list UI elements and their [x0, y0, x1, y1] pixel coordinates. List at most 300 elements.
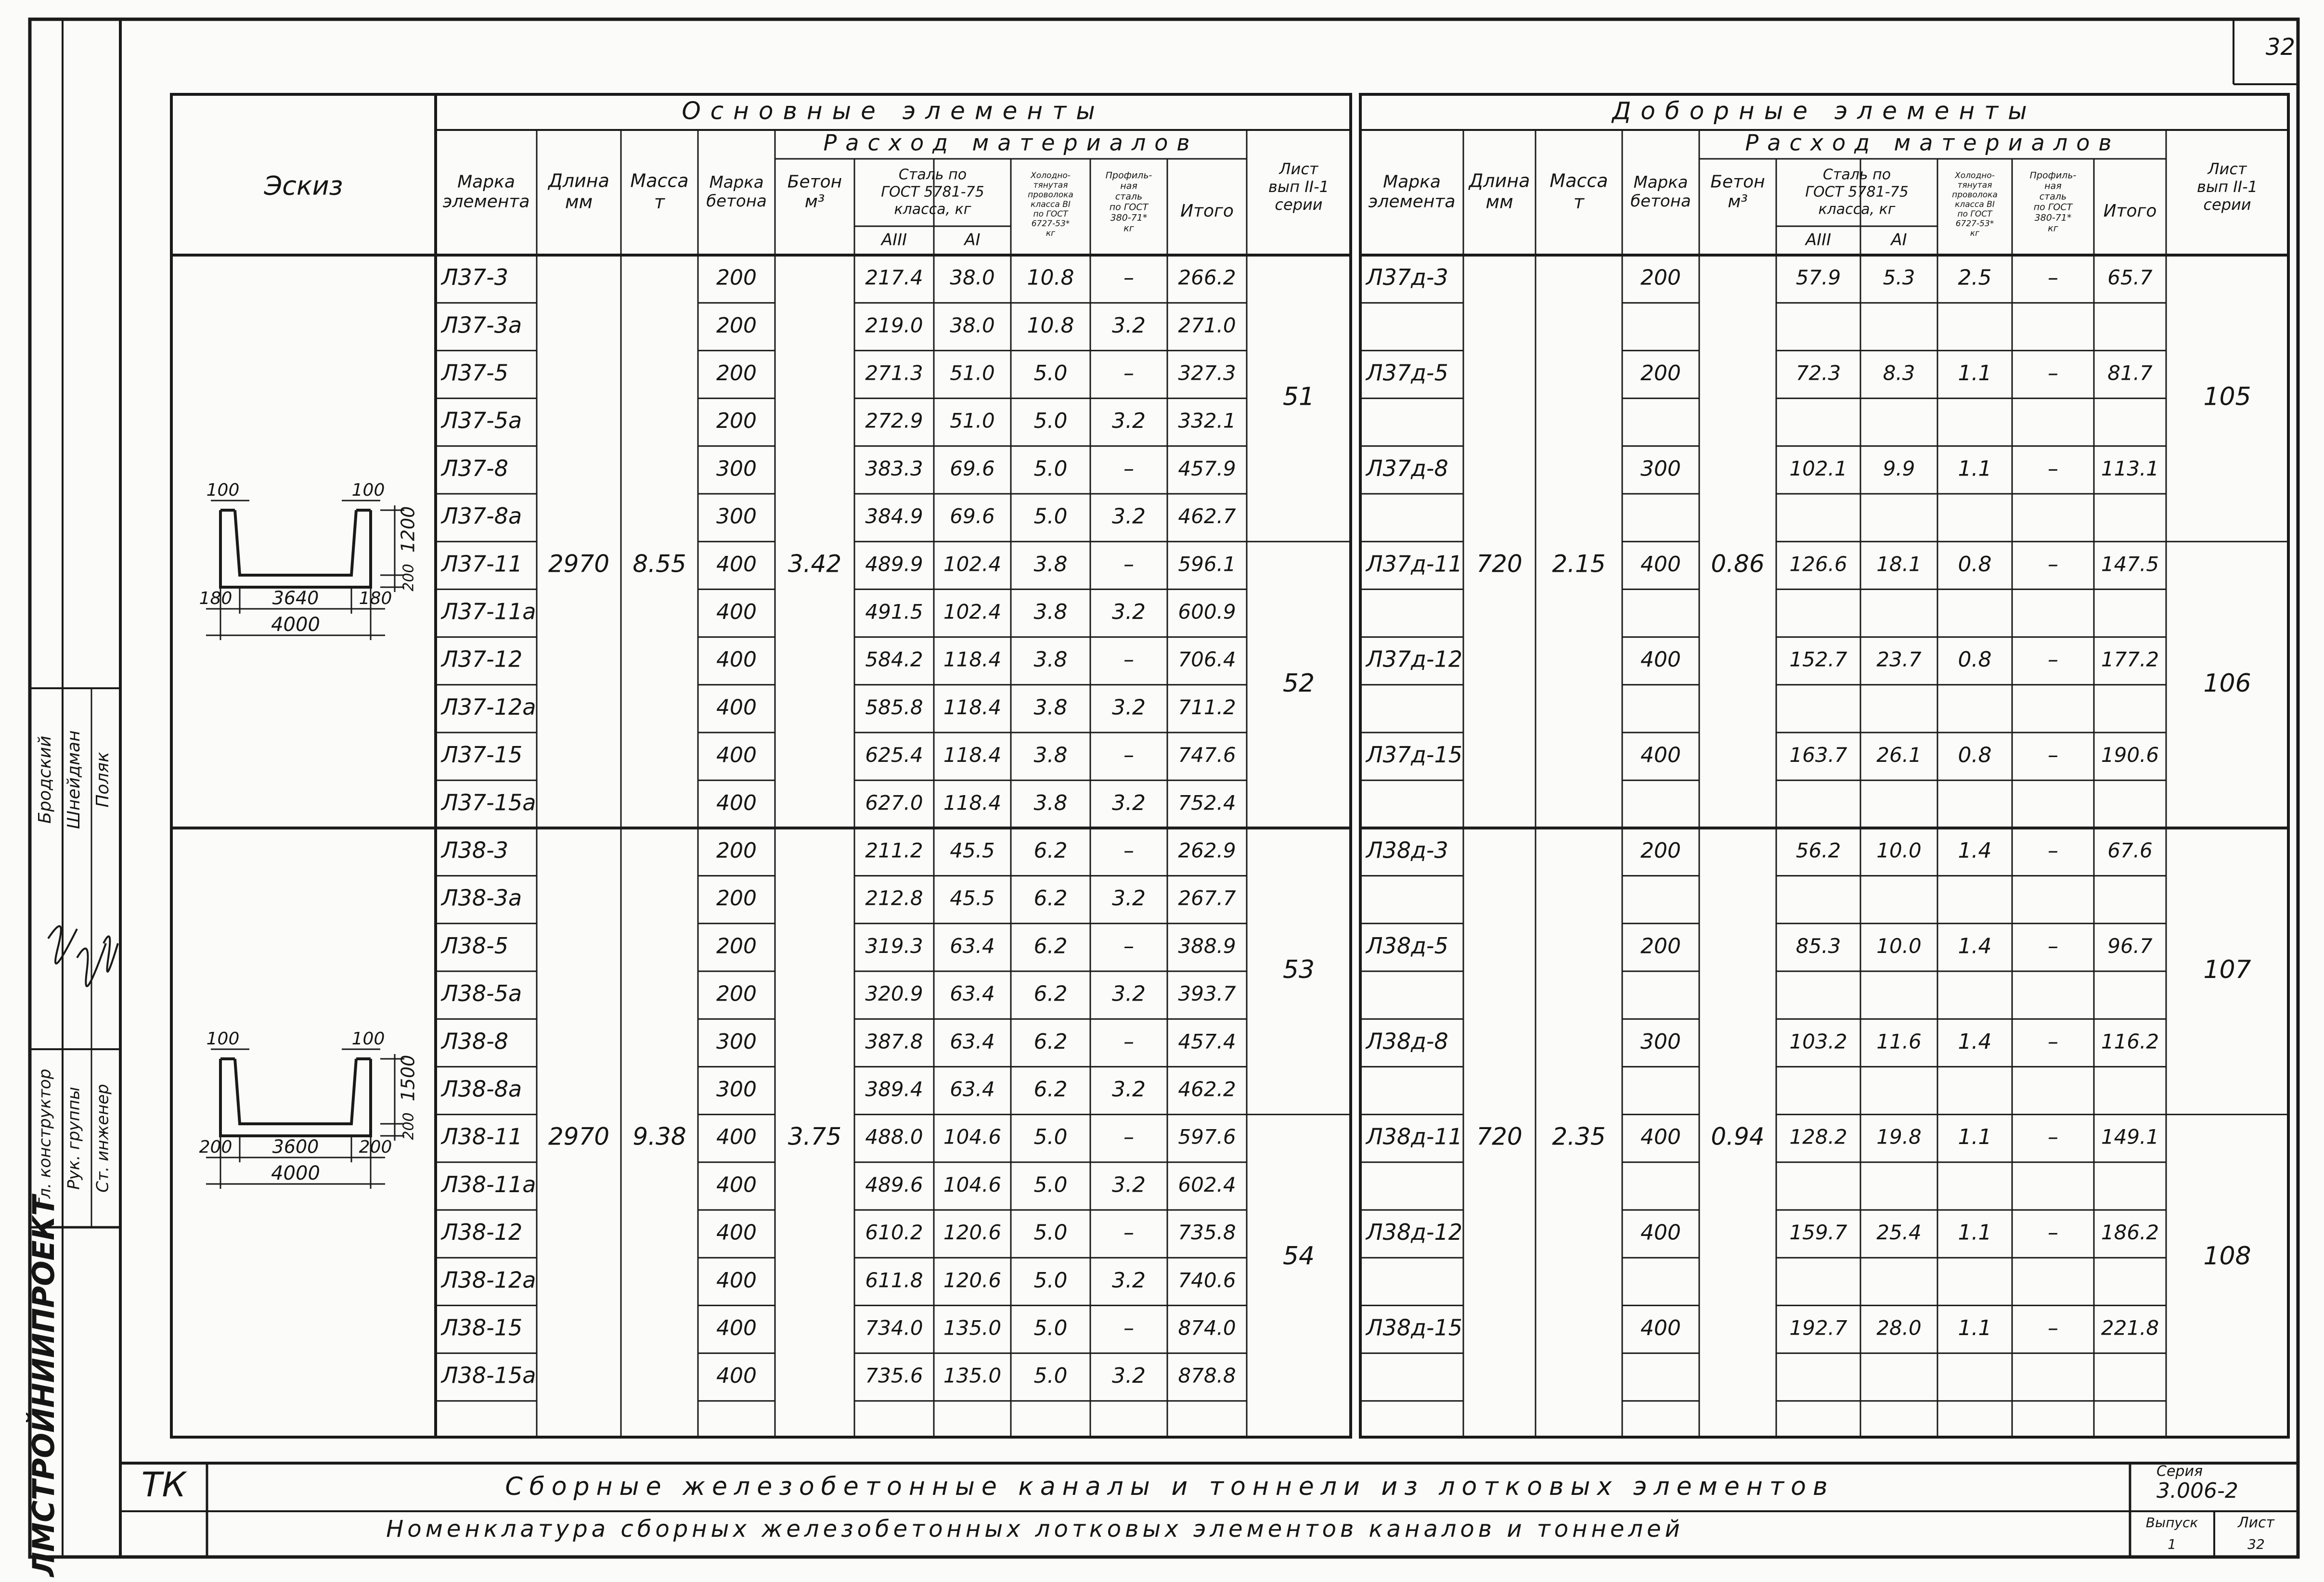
total-value: 190.6 [2101, 743, 2159, 767]
dim-side-right: 200 [359, 1137, 392, 1157]
total-value: 597.6 [1178, 1125, 1236, 1149]
wire-header: по ГОСТ [1957, 209, 1992, 219]
steel-header: Сталь по [1822, 166, 1891, 183]
total-value: 711.2 [1178, 695, 1236, 719]
steel-a3-value: 102.1 [1789, 456, 1847, 480]
dim-top-right: 100 [351, 1029, 385, 1049]
materials-header: Расход материалов [823, 129, 1199, 156]
sheet-number-block: 32 [2247, 1536, 2265, 1552]
steel-a3-value: 491.5 [865, 600, 923, 624]
sheet-number: 51 [1282, 382, 1315, 412]
steel-a1-value: 120.6 [943, 1268, 1002, 1292]
steel-a3-value: 85.3 [1795, 934, 1841, 958]
concrete-grade: 200 [1640, 838, 1681, 863]
concrete-grade: 400 [1640, 647, 1681, 672]
steel-a3-value: 584.2 [865, 647, 923, 671]
concrete-volume-header: м³ [1728, 192, 1748, 212]
concrete-grade: 400 [716, 1125, 757, 1150]
concrete-grade: 300 [716, 1077, 757, 1102]
wire-header: кг [1046, 229, 1056, 238]
steel-header: ГОСТ 5781-75 [881, 183, 984, 201]
length-value: 2970 [548, 550, 610, 578]
profile-steel-value: – [2048, 265, 2058, 290]
steel-a1-value: 10.0 [1876, 934, 1922, 958]
wire-header: тянутая [1957, 180, 1992, 190]
profile-steel-value: 3.2 [1112, 1172, 1146, 1197]
channel-profile [220, 510, 371, 587]
concrete-grade: 300 [1640, 1029, 1681, 1054]
wire-value: 3.8 [1033, 790, 1068, 815]
profile-steel-value: 3.2 [1112, 981, 1146, 1006]
steel-a3-value: 488.0 [865, 1125, 923, 1149]
concrete-volume-header: м³ [804, 192, 825, 212]
sheet-number: 108 [2203, 1242, 2251, 1271]
sheet-number: 53 [1282, 955, 1315, 984]
element-mark: Л37-11 [441, 551, 523, 577]
dim-side-left: 180 [199, 589, 232, 608]
steel-a1-value: 118.4 [943, 647, 1002, 671]
dim-side-right: 180 [359, 589, 392, 608]
concrete-grade: 400 [716, 790, 757, 815]
steel-a3-value: 217.4 [865, 266, 923, 290]
element-mark: Л38-15а [441, 1362, 536, 1389]
concrete-grade: 400 [716, 1172, 757, 1197]
profile-steel-value: – [1123, 1125, 1134, 1150]
steel-a3-value: 271.3 [865, 361, 923, 385]
wire-header: Холодно- [1031, 171, 1071, 180]
element-mark: Л38-11 [441, 1123, 523, 1150]
series-number: 3.006-2 [2156, 1479, 2238, 1503]
signature-role: Ст. инженер [93, 1084, 113, 1193]
total-value: 457.4 [1178, 1029, 1236, 1054]
steel-a3-value: 56.2 [1795, 838, 1841, 862]
length-header: Длина [548, 170, 609, 192]
profile-steel-value: 3.2 [1112, 409, 1146, 434]
concrete-grade: 400 [716, 1316, 757, 1340]
profile-steel-value: 3.2 [1112, 1077, 1146, 1102]
steel-a1-value: 118.4 [943, 743, 1002, 767]
profile-steel-value: – [2048, 647, 2058, 672]
profile-steel-value: – [2048, 552, 2058, 577]
profile-steel-value: 3.2 [1112, 313, 1146, 338]
steel-a1-value: 104.6 [943, 1125, 1002, 1149]
profile-steel-value: – [1123, 934, 1134, 959]
sheet-label: Лист [2237, 1514, 2275, 1531]
steel-a1-value: 63.4 [950, 1029, 995, 1054]
total-value: 602.4 [1178, 1172, 1236, 1196]
element-mark: Л37-3а [441, 312, 522, 338]
steel-a3-value: 489.9 [865, 552, 923, 576]
sheet-number: 52 [1282, 669, 1315, 698]
profile-steel-value: – [1123, 838, 1134, 863]
total-value: 462.2 [1178, 1077, 1236, 1101]
profile-steel-value: 3.2 [1112, 1363, 1146, 1389]
profile-steel-value: – [1123, 265, 1134, 290]
series-label: Серия [2156, 1463, 2203, 1480]
steel-a3-value: 72.3 [1795, 361, 1841, 385]
steel-a3-value: 211.2 [865, 838, 923, 862]
wire-header: 6727-53* [1031, 219, 1070, 229]
concrete-grade: 200 [716, 886, 757, 911]
element-mark: Л38-11а [441, 1171, 536, 1197]
total-header: Итого [2103, 201, 2157, 221]
dim-inner-width: 3640 [272, 587, 319, 609]
organization-name: ЛМСТРОЙНИИПРОЕКТ [26, 1195, 62, 1577]
mark-element-header: Марка [1383, 172, 1441, 192]
element-mark: Л38д-5 [1366, 932, 1448, 959]
sheet-number: 54 [1282, 1242, 1315, 1271]
element-mark: Л37д-8 [1366, 455, 1448, 481]
sheet-number: 107 [2203, 955, 2251, 984]
concrete-volume-value: 0.94 [1711, 1122, 1765, 1151]
wire-header: Холодно- [1955, 171, 1995, 180]
wire-header: 6727-53* [1955, 219, 1994, 229]
concrete-grade-header: бетона [706, 192, 767, 211]
wire-value: 5.0 [1033, 504, 1068, 529]
profile-steel-value: – [2048, 361, 2058, 386]
wire-header: проволока [1028, 190, 1073, 200]
steel-a1-value: 5.3 [1883, 266, 1915, 290]
wire-value: 3.8 [1033, 600, 1068, 624]
steel-a1-value: 18.1 [1876, 552, 1922, 576]
wire-value: 3.8 [1033, 743, 1068, 768]
element-mark: Л37д-12 [1366, 646, 1463, 672]
concrete-grade: 400 [1640, 1316, 1681, 1340]
total-value: 735.8 [1178, 1221, 1236, 1245]
profile-steel-header: 380-71* [1110, 212, 1148, 223]
sheet-series-header: Лист [2208, 160, 2247, 179]
element-mark: Л37д-15 [1366, 742, 1463, 768]
wire-header: проволока [1952, 190, 1998, 200]
steel-a3-value: 103.2 [1789, 1029, 1847, 1054]
element-mark: Л37-5 [441, 360, 508, 386]
wire-value: 10.8 [1027, 313, 1074, 338]
handwritten-signatures [48, 926, 118, 986]
total-value: 752.4 [1178, 791, 1236, 815]
concrete-grade: 400 [1640, 1220, 1681, 1245]
total-value: 327.3 [1178, 361, 1236, 385]
dim-top-left: 100 [206, 1029, 240, 1049]
concrete-grade: 400 [716, 552, 757, 577]
concrete-volume-value: 0.86 [1711, 550, 1765, 578]
steel-a1-value: 28.0 [1876, 1316, 1922, 1340]
total-value: 262.9 [1178, 838, 1236, 862]
wire-value: 6.2 [1033, 886, 1068, 911]
steel-a3-header: АIII [881, 230, 907, 250]
concrete-grade: 400 [716, 647, 757, 672]
element-mark: Л37-12а [441, 694, 536, 720]
sheet-series-header: вып II-1 [2197, 178, 2258, 196]
steel-a1-value: 135.0 [943, 1316, 1002, 1340]
total-value: 65.7 [2107, 266, 2153, 290]
wire-value: 6.2 [1033, 934, 1068, 959]
steel-a3-value: 389.4 [865, 1077, 923, 1101]
drawing-subtitle: Номенклатура сборных железобетонных лотковых элементов каналов и тоннелей [386, 1516, 1684, 1543]
concrete-grade-header: Марка [709, 172, 764, 192]
steel-a3-value: 627.0 [865, 791, 923, 815]
wire-value: 1.4 [1958, 934, 1992, 959]
sheet-series-header: серии [2203, 195, 2251, 214]
concrete-grade: 400 [716, 743, 757, 768]
element-mark: Л37-8а [441, 503, 522, 529]
sheet-number: 106 [2203, 669, 2251, 698]
concrete-grade-header: Марка [1633, 172, 1688, 192]
element-mark: Л38-12 [441, 1219, 523, 1246]
total-value: 271.0 [1178, 313, 1236, 337]
profile-steel-header: сталь [2039, 191, 2067, 202]
concrete-grade: 400 [716, 1363, 757, 1389]
concrete-grade: 400 [1640, 743, 1681, 768]
dim-bottom-thickness: 200 [400, 564, 417, 592]
concrete-grade: 400 [716, 695, 757, 720]
mass-value: 9.38 [633, 1122, 686, 1151]
wire-value: 0.8 [1958, 552, 1992, 577]
steel-a3-value: 489.6 [865, 1172, 923, 1196]
profile-steel-header: по ГОСТ [1109, 202, 1149, 213]
steel-header: Сталь по [898, 166, 967, 183]
profile-steel-header: ная [1120, 180, 1137, 192]
mass-header: т [654, 191, 665, 213]
total-value: 740.6 [1178, 1268, 1236, 1292]
mass-header: т [1573, 191, 1585, 213]
wire-value: 1.1 [1958, 361, 1992, 386]
steel-a1-value: 8.3 [1883, 361, 1915, 385]
profile-steel-value: – [1123, 361, 1134, 386]
profile-steel-value: 3.2 [1112, 695, 1146, 720]
element-mark: Л38д-8 [1366, 1028, 1448, 1055]
element-mark: Л37д-11 [1366, 551, 1463, 577]
element-mark: Л37д-5 [1366, 360, 1448, 386]
length-header: Длина [1469, 170, 1530, 192]
wire-value: 5.0 [1033, 1172, 1068, 1197]
total-value: 878.8 [1178, 1363, 1236, 1388]
drawing-code: ТК [141, 1465, 186, 1505]
profile-steel-header: кг [2048, 223, 2058, 234]
total-value: 81.7 [2107, 361, 2153, 385]
total-value: 147.5 [2101, 552, 2159, 576]
concrete-grade: 200 [716, 361, 757, 386]
signature-name: Шнейдман [64, 730, 84, 829]
dim-side-left: 200 [199, 1137, 232, 1157]
profile-steel-value: 3.2 [1112, 1268, 1146, 1293]
element-mark: Л37-15а [441, 789, 536, 816]
concrete-grade: 300 [716, 456, 757, 481]
additional-elements-header: Доборные элементы [1612, 97, 2037, 125]
wire-header: тянутая [1033, 180, 1068, 190]
length-header: мм [1485, 191, 1513, 213]
length-header: мм [565, 191, 593, 213]
steel-header: ГОСТ 5781-75 [1805, 183, 1909, 201]
profile-steel-header: Профиль- [2029, 170, 2077, 181]
concrete-grade: 200 [716, 934, 757, 959]
concrete-grade: 200 [716, 409, 757, 434]
drawing-title: Сборные железобетонные каналы и тоннели из лотковых элементов [505, 1472, 1834, 1501]
concrete-volume-value: 3.75 [788, 1122, 842, 1151]
element-mark: Л38-5а [441, 980, 522, 1007]
total-value: 149.1 [2101, 1125, 2159, 1149]
steel-a1-value: 51.0 [950, 361, 995, 385]
profile-steel-value: – [2048, 934, 2058, 959]
steel-a3-value: 319.3 [865, 934, 923, 958]
element-mark: Л37-12 [441, 646, 523, 672]
wire-value: 1.4 [1958, 1029, 1992, 1054]
profile-steel-value: – [2048, 838, 2058, 863]
profile-steel-value: 3.2 [1112, 600, 1146, 624]
steel-a1-value: 63.4 [950, 1077, 995, 1101]
wire-value: 5.0 [1033, 1268, 1068, 1293]
wire-value: 0.8 [1958, 743, 1992, 768]
concrete-grade: 300 [716, 504, 757, 529]
steel-a1-value: 102.4 [943, 600, 1002, 624]
element-mark: Л38-15 [441, 1314, 523, 1341]
concrete-grade: 400 [1640, 1125, 1681, 1150]
element-mark: Л38-3а [441, 885, 522, 911]
signature-name: Поляк [93, 752, 113, 808]
wire-value: 5.0 [1033, 1125, 1068, 1150]
concrete-grade-header: бетона [1630, 192, 1691, 211]
element-mark: Л38д-15 [1366, 1314, 1463, 1341]
element-mark: Л37-5а [441, 407, 522, 434]
wire-header: класса ВI [1031, 200, 1071, 209]
steel-a3-value: 159.7 [1789, 1221, 1847, 1245]
dim-overall-width: 4000 [271, 1162, 320, 1184]
profile-steel-value: – [1123, 647, 1134, 672]
element-mark: Л38-3 [441, 837, 508, 863]
sheet-series-header: вып II-1 [1268, 178, 1329, 196]
sheet-series-header: серии [1275, 195, 1323, 214]
steel-a1-value: 118.4 [943, 791, 1002, 815]
profile-steel-value: 3.2 [1112, 790, 1146, 815]
steel-a3-value: 585.8 [865, 695, 923, 719]
element-mark: Л37-3 [441, 264, 508, 291]
element-mark: Л38-5 [441, 932, 508, 959]
profile-steel-value: – [1123, 1220, 1134, 1245]
steel-a3-value: 384.9 [865, 504, 923, 528]
steel-a1-value: 51.0 [950, 409, 995, 433]
element-mark: Л37-8 [441, 455, 508, 481]
materials-header: Расход материалов [1745, 129, 2120, 156]
total-value: 332.1 [1178, 409, 1236, 433]
profile-steel-header: по ГОСТ [2033, 202, 2073, 213]
concrete-grade: 400 [716, 600, 757, 624]
dim-top-right: 100 [351, 480, 385, 500]
element-mark: Л37д-3 [1366, 264, 1448, 291]
dim-overall-width: 4000 [271, 614, 320, 636]
concrete-volume-header: Бетон [1710, 172, 1765, 192]
element-mark: Л38-8 [441, 1028, 508, 1055]
main-elements-header: Основные элементы [682, 97, 1105, 125]
total-value: 116.2 [2101, 1029, 2159, 1054]
steel-a3-value: 320.9 [865, 982, 923, 1006]
dim-height: 1500 [397, 1055, 419, 1102]
steel-a1-value: 69.6 [950, 504, 995, 528]
element-mark: Л38-8а [441, 1076, 522, 1102]
wire-value: 0.8 [1958, 647, 1992, 672]
channel-profile [220, 1059, 371, 1136]
profile-steel-header: кг [1123, 223, 1134, 234]
total-value: 113.1 [2101, 456, 2159, 480]
length-value: 720 [1476, 550, 1523, 578]
total-value: 186.2 [2101, 1221, 2159, 1245]
total-value: 267.7 [1178, 886, 1236, 910]
concrete-grade: 200 [716, 265, 757, 290]
steel-a3-value: 57.9 [1795, 266, 1841, 290]
steel-a1-value: 45.5 [950, 886, 995, 910]
total-value: 388.9 [1178, 934, 1236, 958]
profile-steel-value: – [2048, 743, 2058, 768]
wire-value: 3.8 [1033, 552, 1068, 577]
signature-role: Рук. группы [64, 1087, 84, 1190]
concrete-grade: 200 [1640, 361, 1681, 386]
total-header: Итого [1180, 201, 1234, 221]
wire-value: 6.2 [1033, 838, 1068, 863]
dim-top-left: 100 [206, 480, 240, 500]
steel-a3-value: 126.6 [1789, 552, 1847, 576]
element-mark: Л37-11а [441, 598, 536, 625]
main-table-frame [171, 94, 1351, 1437]
total-value: 457.9 [1178, 456, 1236, 480]
element-mark: Л38д-12 [1366, 1219, 1463, 1246]
total-value: 96.7 [2107, 934, 2153, 958]
profile-steel-value: 3.2 [1112, 886, 1146, 911]
total-value: 596.1 [1178, 552, 1236, 576]
steel-a1-value: 38.0 [950, 266, 995, 290]
steel-a3-value: 387.8 [865, 1029, 923, 1054]
dim-inner-width: 3600 [272, 1136, 319, 1158]
page-number: 32 [2265, 34, 2295, 61]
profile-steel-value: – [1123, 1316, 1134, 1340]
wire-value: 1.1 [1958, 456, 1992, 481]
total-value: 874.0 [1178, 1316, 1236, 1340]
steel-a1-value: 118.4 [943, 695, 1002, 719]
element-mark: Л38д-11 [1366, 1123, 1463, 1150]
concrete-grade: 400 [716, 1220, 757, 1245]
element-mark: Л37-15 [441, 742, 523, 768]
length-value: 720 [1476, 1122, 1523, 1151]
wire-value: 6.2 [1033, 1029, 1068, 1054]
concrete-volume-header: Бетон [787, 172, 842, 192]
wire-value: 5.0 [1033, 409, 1068, 434]
steel-header: класса, кг [1818, 201, 1896, 218]
total-value: 747.6 [1178, 743, 1236, 767]
wire-value: 6.2 [1033, 981, 1068, 1006]
steel-a3-header: АIII [1805, 230, 1832, 250]
mass-value: 8.55 [633, 550, 686, 578]
concrete-grade: 200 [716, 313, 757, 338]
steel-a3-value: 383.3 [865, 456, 923, 480]
steel-a1-header: АI [1891, 230, 1907, 250]
sketch-header: Эскиз [264, 170, 343, 201]
steel-a1-value: 11.6 [1876, 1029, 1922, 1054]
steel-a3-value: 735.6 [865, 1363, 923, 1388]
mark-element-header: Марка [457, 172, 515, 192]
concrete-grade: 300 [716, 1029, 757, 1054]
dim-bottom-thickness: 200 [400, 1112, 417, 1140]
steel-a1-value: 26.1 [1876, 743, 1922, 767]
issue-number: 1 [2168, 1536, 2176, 1552]
length-value: 2970 [548, 1122, 610, 1151]
steel-a3-value: 192.7 [1789, 1316, 1847, 1340]
wire-value: 1.4 [1958, 838, 1992, 863]
steel-a3-value: 152.7 [1789, 647, 1847, 671]
steel-a1-value: 10.0 [1876, 838, 1922, 862]
steel-header: класса, кг [894, 201, 971, 218]
profile-steel-value: – [2048, 456, 2058, 481]
profile-steel-header: ная [2044, 180, 2062, 192]
total-value: 67.6 [2107, 838, 2153, 862]
steel-a1-value: 120.6 [943, 1221, 1002, 1245]
total-value: 177.2 [2101, 647, 2159, 671]
